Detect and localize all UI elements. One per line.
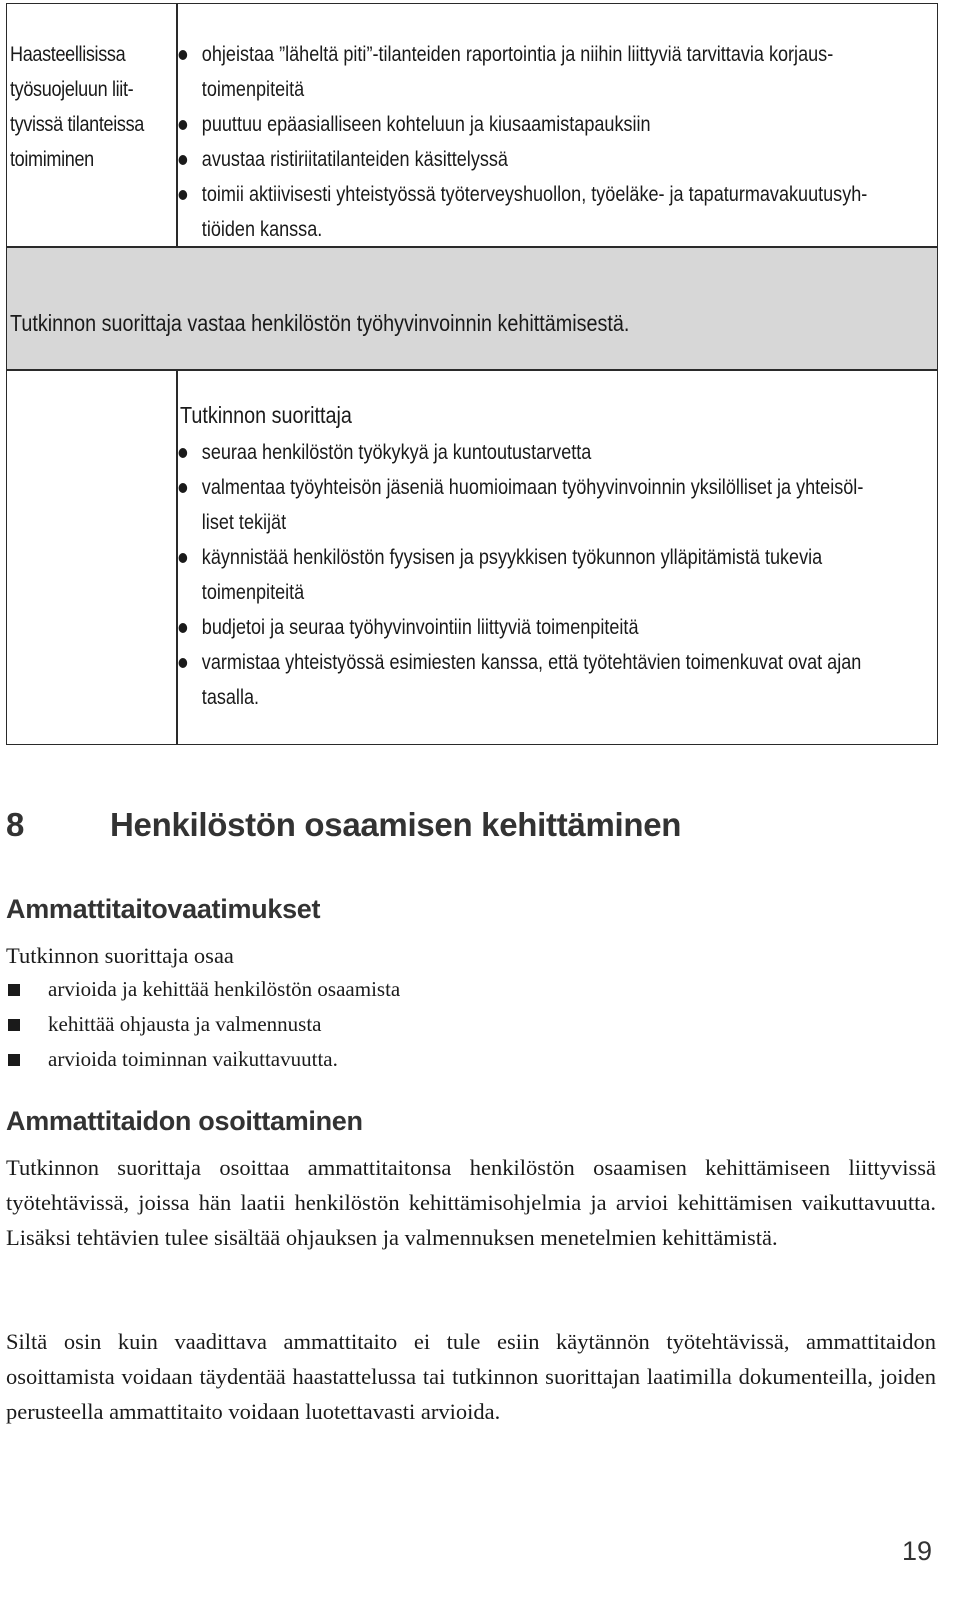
row1-label [10, 37, 170, 177]
skills-list [6, 972, 400, 1077]
paragraph: Siltä osin kuin vaadittava ammattitaito ei tule esiin käytännön työtehtävissä, ammattitaidon osoittamista voidaan täydentää haastattelussa tai tutkinnon suorittajan laatimilla dokumenteilla, joiden perusteella ammattitaito voidaan luotettavasti arvioida. [6, 1329, 936, 1424]
list-item: avustaa ristiriitatilanteiden käsittelyssä [176, 142, 924, 177]
row-divider [6, 369, 938, 371]
list-item: valmentaa työyhteisön jäseniä huomioimaan työhyvinvoinnin yksilölliset ja yhteisöl- liset tekijät [176, 470, 924, 540]
paragraph: Tutkinnon suorittaja osoittaa ammattitaitonsa henkilöstön osaamisen kehittämiseen liittyvissä työtehtävissä, joissa hän laatii henkilöstön kehittämisohjelmia ja arvioi kehittämisen vaikuttavuutta. Lisäksi tehtävien tulee sisältää ohjauksen ja valmennuksen menetelmien kehittämistä. [6, 1155, 936, 1250]
list-item: varmistaa yhteistyössä esimiesten kanssa, että työtehtävien toimenkuvat ovat ajan tasalla. [176, 645, 924, 715]
row3-content [176, 435, 924, 715]
row3-bullet-list [176, 435, 924, 715]
row1-label-line: tyvissä tilanteissa [10, 113, 144, 136]
section-title-text: Henkilöstön osaamisen kehittäminen [110, 806, 682, 843]
row1-label-line: toimiminen [10, 148, 94, 171]
skills-intro: Tutkinnon suorittaja osaa [6, 943, 234, 968]
section-title [6, 806, 681, 844]
list-item: arvioida ja kehittää henkilöstön osaamista [6, 972, 400, 1007]
row1-bullet-list [176, 37, 924, 247]
list-item: arvioida toiminnan vaikuttavuutta. [6, 1042, 400, 1077]
list-item: seuraa henkilöstön työkykyä ja kuntoutustarvetta [176, 435, 924, 470]
row2-statement: Tutkinnon suorittaja vastaa henkilöstön työhyvinvoinnin kehittämisestä. [10, 310, 630, 336]
list-item: puuttuu epäasialliseen kohteluun ja kiusaamistapauksiin [176, 107, 924, 142]
row3-heading: Tutkinnon suorittaja [180, 402, 352, 428]
list-item: ohjeistaa ”läheltä piti”-tilanteiden raportointia ja niihin liittyviä tarvittavia korjaus- toimenpiteitä [176, 37, 924, 107]
list-item: käynnistää henkilöstön fyysisen ja psyykkisen työkunnon ylläpitämistä tukevia toimenpiteitä [176, 540, 924, 610]
row1-label-line: työsuojeluun liit- [10, 78, 134, 101]
row1-label-line: Haasteellisissa [10, 43, 126, 66]
section-number: 8 [6, 806, 25, 843]
list-item: budjetoi ja seuraa työhyvinvointiin liittyviä toimenpiteitä [176, 610, 924, 645]
row1-content [176, 37, 924, 247]
subheading-requirements: Ammattitaitovaatimukset [6, 894, 321, 924]
subheading-demonstration: Ammattitaidon osoittaminen [6, 1106, 363, 1136]
list-item: toimii aktiivisesti yhteistyössä työterveyshuollon, työeläke- ja tapaturmavakuutusyh- tiöiden kanssa. [176, 177, 924, 247]
list-item: kehittää ohjausta ja valmennusta [6, 1007, 400, 1042]
page-number: 19 [901, 1536, 932, 1566]
